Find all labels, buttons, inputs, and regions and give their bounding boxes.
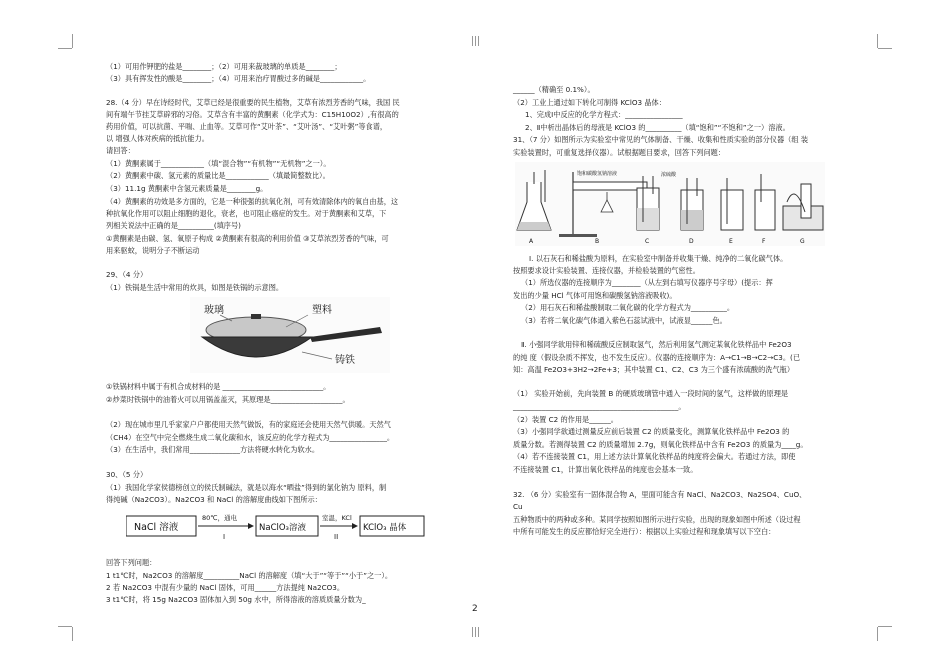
q32-line-4: 中所有可能发生的反应都恰好完全进行）：根据以上实验过程和现象填写以下空白： <box>513 527 776 536</box>
apparatus-b-note: 饱和碳酸氢钠溶液 <box>577 171 618 177</box>
q29-line-2: （1）铁锅是生活中常用的炊具，如图是铁锅的示意图。 <box>106 283 284 292</box>
q31-part1-line-4: 发出的少量 HCl 气体可用饱和碳酸氢钠溶液吸收)。 <box>513 291 677 300</box>
lid-knob <box>251 314 261 319</box>
q29-line-6: （CH4）在空气中完全燃烧生成二氧化碳和水，该反应的化学方程式为________________。 <box>106 433 395 442</box>
crop-mark-bottom-left-v <box>72 627 73 641</box>
q28-line-12: ①黄酮素是由碳、氢、氧原子构成 ②黄酮素有很高的利用价值 ③艾草浓烈芳香的气味，可 <box>106 234 389 243</box>
q28-line-9: （4）黄酮素的功效是多方面的，它是一种很强的抗氧化剂，可有效清除体内的氧自由基，这 <box>106 197 399 206</box>
fold-mark-bottom-2 <box>475 627 476 637</box>
apparatus-c-note: 浓硫酸 <box>661 172 677 178</box>
wok-figure <box>190 297 390 373</box>
apparatus-figure <box>515 162 825 246</box>
q31-part2-line-5: ______________________________________________。 <box>513 402 686 411</box>
q28-line-1: 28.（4 分）早在诗经时代，艾草已经是很重要的民生植物，艾草有浓烈芳香的气味，我国 民 <box>106 98 400 107</box>
q29-line-7: （3）在生活中，我们常用______________方法将硬水转化为软水。 <box>106 445 320 454</box>
q29-line-5: （2）现在城市里几乎家家户户都使用天然气做饭，有的家庭还会使用天然气供暖。天然气 <box>106 420 391 429</box>
q30-line-7: 3 t1℃时，将 15g Na2CO3 固体加入到 50g 水中，所得溶液的溶质质量分数为_ <box>106 595 366 604</box>
q28-line-2: 间有端午节挂艾草辟邪的习俗。艾草含有丰富的黄酮素（化学式为：C15H10O2）,有很高的 <box>106 110 399 119</box>
r-line-3: 1、完成Ⅰ中反应的化学方程式：________________ <box>525 110 683 119</box>
label-a: A <box>529 238 534 245</box>
q31-part1-line-5: （2）用石灰石和稀盐酸制取二氧化碳的化学方程式为__________。 <box>521 303 735 312</box>
q29-line-4: ②炒菜时铁锅中的油着火可以用锅盖盖灭，其原理是____________________。 <box>106 395 350 404</box>
kclo3-flow-figure <box>126 508 426 544</box>
flow-step-1: I <box>223 533 226 541</box>
label-glass: 玻璃 <box>204 305 224 316</box>
label-b: B <box>595 238 600 245</box>
q28-line-8: （3）11.1g 黄酮素中含氢元素质量是________g。 <box>106 184 268 193</box>
flow-step-2: II <box>334 533 339 541</box>
q28-line-10: 种抗氧化作用可以阻止细胞的退化，衰老，也可阻止癌症的发生。对于黄酮素和艾草，下 <box>106 209 387 218</box>
fold-mark-top-2 <box>475 36 476 46</box>
q31-part1-line-1: Ⅰ. 以石灰石和稀盐酸为原料，在实验室中制备并收集干燥、纯净的二氧化碳气体。 <box>529 254 788 263</box>
crop-mark-top-left-v <box>72 34 73 48</box>
label-g: G <box>800 238 805 245</box>
fold-mark-bottom-3 <box>478 627 479 637</box>
q30-line-5: 1 t1℃时，Na2CO3 的溶解度__________NaCl 的溶解度（填“大于”“等于”“小于”之一）。 <box>106 571 393 580</box>
q31-line-2: 实验装置时，可重复选择仪器）。试根据题目要求，回答下列问题： <box>513 148 726 157</box>
q30-line-3: 得纯碱（Na2CO3）。Na2CO3 和 NaCl 的溶解度曲线如下图所示： <box>106 495 322 504</box>
q31-part2-line-2: 的纯 度（假设杂质不挥发，也不发生反应）。仪器的连接顺序为：A→C1→B→C2→C3。(已 <box>513 353 801 362</box>
label-cast-iron: 铸铁 <box>335 355 355 366</box>
q31-part2-line-7: （3）小强同学欲通过测量反应前后装置 C2 的质量变化，测算氧化铁样品中 Fe2O3 的 <box>513 427 790 436</box>
flow-box-kclo3-text: KClO₃ 晶体 <box>363 523 407 533</box>
flow-cond-1: 80℃，通电 <box>202 514 238 522</box>
r-line-1: ______（精确至 0.1%）。 <box>513 85 595 94</box>
q28-line-7: （2）黄酮素中碳、氢元素的质量比是____________（填最简整数比）。 <box>106 171 330 180</box>
q28-line-6: （1）黄酮素属于____________（填“混合物”“有机物”“无机物”之一）。 <box>106 159 331 168</box>
page-number: 2 <box>472 604 478 614</box>
q31-part2-line-3: 知：高温 Fe2O3+3H2→2Fe+3；其中装置 C1、C2、C3 为三个盛有浓硫酸的洗气瓶） <box>513 365 795 374</box>
q31-part2-line-9: （4）若不连接装置 C1，用上述方法计算氧化铁样品的纯度将会偏大。若通过方法，即使 <box>513 452 796 461</box>
q27-line-2: （3）具有挥发性的酸是________；（4）可用来治疗胃酸过多的碱是____________。 <box>106 74 371 83</box>
crop-mark-bottom-left <box>58 626 72 627</box>
q28-line-3: 药用价值，可以抗菌、平喘、止血等。艾草可作“艾叶茶”、“艾叶汤”、“艾叶粥”等食谱， <box>106 122 388 131</box>
label-c: C <box>645 238 650 245</box>
q30-line-6: 2 若 Na2CO3 中混有少量的 NaCl 固体，可用______方法提纯 Na2CO3。 <box>106 583 345 592</box>
q29-line-1: 29、（4 分） <box>106 270 148 279</box>
q29-line-3: ①铁锅材料中属于有机合成材料的是 ____________________________。 <box>106 382 331 391</box>
q31-part2-line-8: 质量分数。若测得装置 C2 的质量增加 2.7g，则氧化铁样品中含有 Fe2O3 的质量为____g。 <box>513 440 808 449</box>
q28-line-4: 以 增强人体对疾病的抵抗能力。 <box>106 134 209 143</box>
crop-mark-bottom-right <box>878 626 892 627</box>
crop-mark-top-right-v <box>877 34 878 48</box>
flow-cond-2: 室温，KCl <box>322 514 352 522</box>
q30-line-1: 30、（5 分） <box>106 470 148 479</box>
r-line-4: 2、Ⅱ中析出晶体后的母液是 KClO3 的__________（填“饱和”“不饱和”之一）溶液。 <box>525 123 790 132</box>
q31-part2-line-1: Ⅱ. 小强同学欲用锌和稀硫酸反应制取氢气，然后利用氢气测定某氧化铁样品中 Fe2O3 <box>521 340 792 349</box>
q28-line-13: 用来驱蚊，说明分子不断运动 <box>106 246 200 255</box>
q31-part1-line-2: 按照要求设计实验装置、连接仪器，并检验装置的气密性。 <box>513 266 700 275</box>
q31-part2-line-6: （2）装置 C2 的作用是______。 <box>513 415 618 424</box>
q31-part2-line-10: 不连接装置 C1，计算出氧化铁样品的纯度也会基本一致。 <box>513 465 698 474</box>
label-f: F <box>762 238 766 245</box>
q31-part1-line-3: （1）所选仪器的连接顺序为________（从左到右填写仪器序号字母）(提示：挥 <box>521 278 773 287</box>
fold-mark-bottom <box>472 627 473 637</box>
r-line-2: （2）工业上通过如下转化可制得 KClO3 晶体： <box>513 98 666 107</box>
q27-line-1: （1）可用作钾肥的盐是________；（2）可用来裁玻璃的单质是________； <box>106 62 342 71</box>
q32-line-2: Cu <box>513 502 523 511</box>
flow-box-nacl-text: NaCl 溶液 <box>134 522 179 533</box>
q31-line-1: 31、（7 分）如图所示为实验室中常见的气体制备、干燥、收集和性质实验的部分仪器（组 装 <box>513 135 809 144</box>
q30-line-2: （1）我国化学家侯德榜创立的侯氏制碱法，就是以海水“晒盐”得到的氯化钠为 原料，制 <box>106 483 387 492</box>
crop-mark-top-left <box>58 48 72 49</box>
label-plastic: 塑料 <box>312 305 332 316</box>
fold-mark-top <box>472 36 473 46</box>
q28-line-5: 请回答： <box>106 146 135 155</box>
q30-line-4: 回答下列问题： <box>106 558 157 567</box>
q28-line-11: 列相关说法中正确的是__________(填序号) <box>106 221 241 230</box>
flow-box-naclo3-text: NaClO₃溶液 <box>259 523 306 533</box>
q32-line-1: 32. （6 分）实验室有一固体混合物 A，里面可能含有 NaCl、Na2CO3、Na2SO4、CuO、 <box>513 490 807 499</box>
fold-mark-top-3 <box>478 36 479 46</box>
label-e: E <box>729 238 733 245</box>
q31-part1-line-6: （3）若将二氧化碳气体通入紫色石蕊试液中，试液显______色。 <box>521 316 727 325</box>
crop-mark-bottom-right-v <box>877 627 878 641</box>
label-d: D <box>689 238 694 245</box>
q31-part2-line-4: （1） 实验开始前，先向装置 B 的硬质玻璃管中通入一段时间的氢气，这样做的原理是 <box>513 389 789 398</box>
q32-line-3: 五种物质中的两种或多种。某同学按照如图所示进行实验，出现的现象如图中所述（设过程 <box>513 515 801 524</box>
crop-mark-top-right <box>878 48 892 49</box>
